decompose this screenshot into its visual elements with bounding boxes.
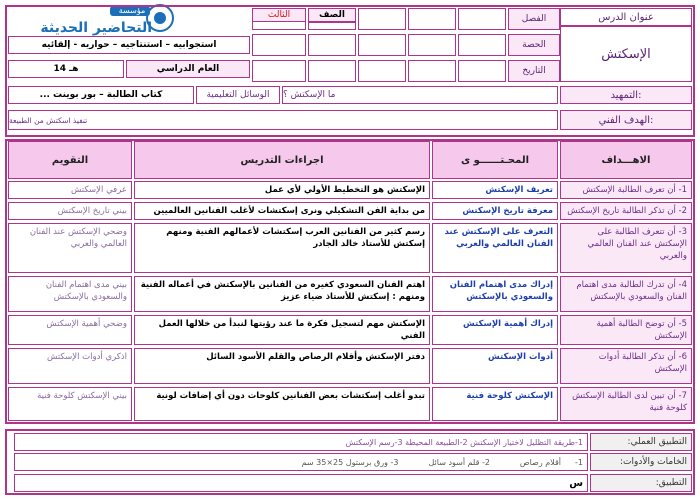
school-year-value: 14 هـ — [8, 60, 124, 78]
intro-label: التمهيد: — [560, 86, 692, 104]
aids-value: كتاب الطالبة – بور بوينت ... — [8, 86, 194, 104]
lesson-title-label: عنوان الدرس — [560, 8, 692, 26]
school-year-label: العام الدراسي — [126, 60, 250, 78]
procedure-6: دفتر الإسكتش وأقلام الرصاص والقلم الأسود السائل — [134, 348, 430, 384]
objective-4: 4- أن تدرك الطالبة مدى اهتمام الفنان والسعودي بالإسكتش — [560, 276, 692, 312]
header-objectives: الاهـــداف — [560, 141, 692, 179]
date-label: التاريخ — [508, 60, 560, 82]
date-cell-2[interactable] — [408, 60, 456, 82]
period-label: الحصة — [508, 34, 560, 56]
period-cell-5[interactable] — [252, 34, 306, 56]
objective-3: 3- أن تتعرف الطالبة على الإسكتش عند الفنان العالمي والعربي — [560, 223, 692, 273]
date-cell-1[interactable] — [458, 60, 506, 82]
materials-item-3: 2- قلم أسود سائل — [428, 457, 490, 467]
artistic-goal-value: تنفيذ اسكتش من الطبيعة — [8, 110, 558, 130]
grade-sub-cell — [308, 22, 356, 30]
procedure-3: رسم كثير من الفنانين العرب إسكتشات لأعمالهم الفنية ومنهم إسكتش للأستاذ خالد الجادر — [134, 223, 430, 273]
content-2: معرفة تاريخ الإسكتش — [432, 202, 558, 220]
materials-row — [14, 453, 588, 471]
evaluation-2: بيني تاريخ الإسكتش — [8, 202, 132, 220]
content-3: التعرف على الإسكتش عند الفنان العالمي والعربي — [432, 223, 558, 273]
materials-item-4: 3- ورق برستول 25×35 سم — [301, 457, 399, 467]
header-evaluation: التقويم — [8, 141, 132, 179]
objective-6: 6- أن تذكر الطالبة أدوات الإسكتش — [560, 348, 692, 384]
content-7: الإسكتش كلوحة فنية — [432, 387, 558, 421]
grade-label: الصف — [308, 8, 356, 22]
materials-item-1: 1- — [575, 457, 583, 467]
procedure-7: تبدو أغلب إسكتشات بعض الفنانين كلوحات دون أي إضافات لونية — [134, 387, 430, 421]
semester-cell-2[interactable] — [408, 8, 456, 30]
grade-value: الثالث — [252, 8, 306, 22]
header-procedures: اجراءات التدريس — [134, 141, 430, 179]
evaluation-3: وضحي الإسكتش عند الفنان العالمي والعربي — [8, 223, 132, 273]
logo-line1: مؤسسة — [118, 6, 146, 15]
artistic-goal-label: الهدف الفني: — [560, 110, 692, 130]
practical-value: 1-طريقة التظليل لاختيار الإسكتش 2-الطبيعة المحيطة 3-رسم الإسكتش — [14, 433, 588, 451]
semester-label: الفصل — [508, 8, 560, 30]
materials-item-2: أقلام رصاص — [519, 457, 562, 467]
evaluation-1: عرفي الإسكتش — [8, 181, 132, 199]
lesson-title-value: الإسكتش — [560, 26, 692, 82]
header-content: المحـتــــــو ى — [432, 141, 558, 179]
evaluation-7: بيني الإسكتش كلوحة فنية — [8, 387, 132, 421]
practical-label: التطبيق العملي: — [590, 433, 692, 451]
strategies: استجوابيه – استنتاجيه – حواريه - إلقائيه — [8, 36, 250, 54]
objective-2: 2- أن تذكر الطالبة تاريخ الإسكتش — [560, 202, 692, 220]
procedure-4: اهتم الفنان السعودي كغيره من الفنانين بالإسكتش في أعماله الفنية ومنهم : إسكتش للأستاذ ضياء عزيز — [134, 276, 430, 312]
aids-label: الوسائل التعليمية — [196, 86, 280, 104]
period-cell-2[interactable] — [408, 34, 456, 56]
apply-value: س — [14, 474, 588, 492]
objective-7: 7- أن تبين لدى الطالبة الإسكتش كلوحة فنية — [560, 387, 692, 421]
content-4: إدراك مدى اهتمام الفنان والسعودي بالإسكتش — [432, 276, 558, 312]
objective-5: 5- أن توضح الطالبة أهمية الإسكتش — [560, 315, 692, 345]
intro-value: ما الإسكتش ؟ — [282, 86, 558, 104]
date-cell-4[interactable] — [308, 60, 356, 82]
objective-1: 1- أن تعرف الطالبة الإسكتش — [560, 181, 692, 199]
semester-cell-3[interactable] — [358, 8, 406, 30]
date-cell-5[interactable] — [252, 60, 306, 82]
procedure-2: من بداية الفن التشكيلي ونرى إسكتشات لأغلب الفنانين العالميين — [134, 202, 430, 220]
period-cell-4[interactable] — [308, 34, 356, 56]
semester-cell-1[interactable] — [458, 8, 506, 30]
procedure-1: الإسكتش هو التخطيط الأولي لأي عمل — [134, 181, 430, 199]
procedure-5: الإسكتش مهم لتسجيل فكرة ما عند رؤيتها لنبدأ من خلالها العمل الفني — [134, 315, 430, 345]
period-cell-3[interactable] — [358, 34, 406, 56]
evaluation-4: بيني مدى اهتمام الفنان والسعودي بالإسكتش — [8, 276, 132, 312]
evaluation-6: اذكري أدوات الإسكتش — [8, 348, 132, 384]
content-6: أدوات الإسكتش — [432, 348, 558, 384]
evaluation-5: وضحي أهمية الإسكتش — [8, 315, 132, 345]
materials-label: الخامات والأدوات: — [590, 453, 692, 471]
content-1: تعريف الإسكتش — [432, 181, 558, 199]
period-cell-1[interactable] — [458, 34, 506, 56]
date-cell-3[interactable] — [358, 60, 406, 82]
logo-line2: التحاضير الحديثة — [40, 20, 152, 36]
content-5: إدراك أهمية الإسكتش — [432, 315, 558, 345]
apply-label: التطبيق: — [590, 474, 692, 492]
